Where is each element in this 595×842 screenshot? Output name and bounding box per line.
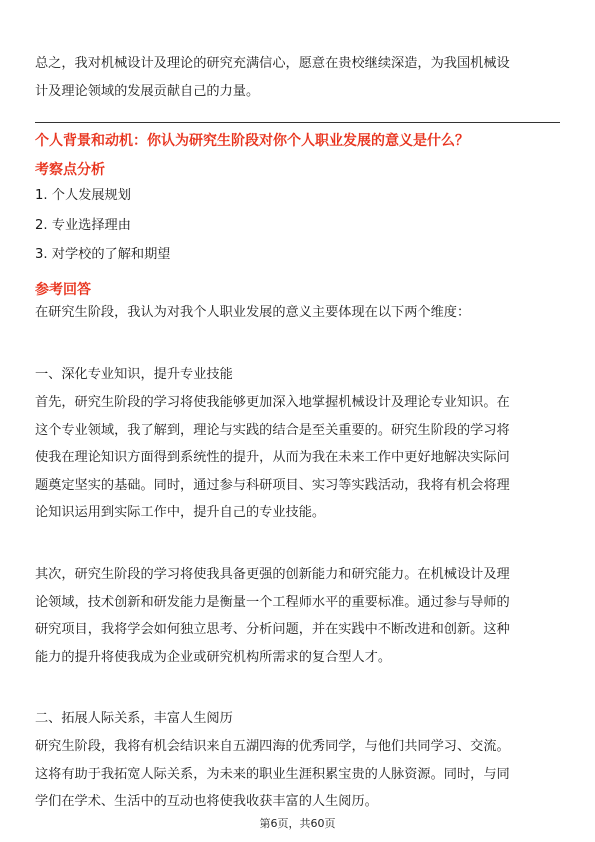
text-line: 论领域，技术创新和研发能力是衡量一个工程师水平的重要标准。通过参与导师的 [35,594,510,610]
text-line: 首先，研究生阶段的学习将使我能够更加深入地掌握机械设计及理论专业知识。在 [35,395,510,410]
section2-heading [35,705,562,733]
question-heading: 个人背景和动机：你认为研究生阶段对你个人职业发展的意义是什么？ [35,133,469,149]
text-line: 这个专业领域，我了解到，理论与实践的结合是至关重要的。研究生阶段的学习将 [35,422,510,438]
text-line: 二、拓展人际关系，丰富人生阅历 [35,711,233,726]
intro-paragraph [35,50,562,105]
text-line: 题奠定坚实的基础。同时，通过参与科研项目、实习等实践活动，我将有机会将理 [35,477,510,493]
answer-lead [35,299,562,327]
analysis-heading: 考察点分析 [35,162,105,178]
section-divider [35,122,560,123]
text-line: 论知识运用到实际工作中，提升自己的专业技能。 [35,505,326,520]
list-item: 1. 个人发展规划 [35,188,131,203]
analysis-list [35,181,562,270]
text-line: 其次，研究生阶段的学习将使我具备更强的创新能力和研究能力。在机械设计及理 [35,567,510,582]
text-line: 研究生阶段，我将有机会结识来自五湖四海的优秀同学，与他们共同学习、交流。 [35,739,510,754]
answer-heading: 参考回答 [35,282,91,298]
text-line: 学们在学术、生活中的互动也将使我收获丰富的人生阅历。 [35,794,378,809]
text-line: 能力的提升将使我成为企业或研究机构所需求的复合型人才。 [35,649,392,665]
text-line: 研究项目，我将学会如何独立思考、分析问题，并在实践中不断改进和创新。这种 [35,622,510,637]
text-line: 计及理论领域的发展贡献自己的力量。 [35,83,260,99]
list-item: 2. 专业选择理由 [35,217,131,233]
section1-paragraph-1 [35,389,562,527]
page-number: 第6页，共60页 [259,817,336,830]
text-line: 一、深化专业知识，提升专业技能 [35,367,233,382]
text-line: 这将有助于我拓宽人际关系，为未来的职业生涯积累宝贵的人脉资源。同时，与同 [35,766,510,782]
text-line: 使我在理论知识方面得到系统性的提升，从而为我在未来工作中更好地解决实际问 [35,450,510,465]
section1-heading [35,361,562,389]
list-item: 3. 对学校的了解和期望 [35,247,171,262]
section1-paragraph-2 [35,561,562,671]
text-line: 在研究生阶段，我认为对我个人职业发展的意义主要体现在以下两个维度： [35,305,471,320]
text-line: 总之，我对机械设计及理论的研究充满信心，愿意在贵校继续深造，为我国机械设 [35,56,510,71]
section2-paragraph-1 [35,733,562,816]
